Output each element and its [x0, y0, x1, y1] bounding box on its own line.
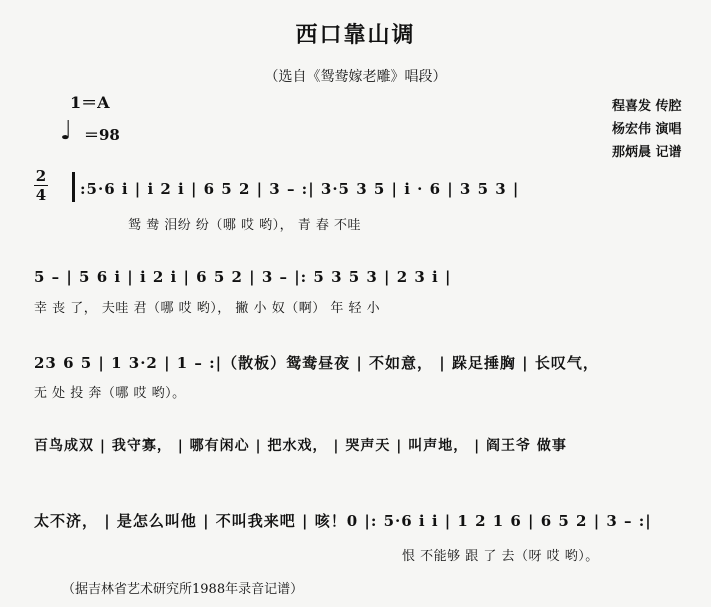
spoken-line-4: 百鸟成双 | 我守寡， | 哪有闲心 | 把水戏， | 哭声天 | 叫声地， | 阎王爷 做事	[34, 438, 567, 454]
credit-transcriber: 那炳晨 记谱	[612, 145, 682, 160]
key-signature: 1＝A	[70, 93, 110, 112]
credit-singer: 杨宏伟 演唱	[612, 122, 682, 137]
credit-composer: 程喜发 传腔	[612, 99, 682, 114]
notation-line-2: 5 – | 5 6 i | i 2 i | 6 5 2 | 3 – |: 5 3 5 3 | 2 3 i |	[34, 268, 452, 286]
notation-line-5: 太不济， | 是怎么叫他 | 不叫我来吧 | 咳！0 |: 5·6 i i | 1 2 1 6 | 6 5 2 | 3 – :|	[34, 512, 652, 530]
song-title: 西口靠山调	[295, 22, 416, 48]
footer-note: （据吉林省艺术研究所1988年录音记谱）	[62, 582, 304, 597]
notation-line-3: 23 6 5 | 1 3·2 | 1 – :|（散板）鸳鸯昼夜 | 不如意， | 跺足捶胸 | 长叹气，	[34, 354, 599, 372]
tempo-value: ＝98	[84, 126, 120, 144]
lyric-line-1: 鸳 鸯 泪纷 纷（哪 哎 哟）， 青 春 不哇	[128, 218, 362, 233]
quarter-note-icon: ♩	[60, 116, 73, 146]
lyric-line-5: 恨 不能够 跟 了 去（呀 哎 哟）。	[402, 549, 599, 564]
song-subtitle: （选自《鸳鸯嫁老雕》唱段）	[264, 69, 447, 85]
lyric-line-2: 幸 丧 了， 夫哇 君（哪 哎 哟）， 撇 小 奴（啊） 年 轻 小	[34, 301, 381, 316]
lyric-line-3: 无 处 投 奔（哪 哎 哟）。	[34, 386, 186, 401]
time-signature: 2 4	[35, 167, 47, 204]
notation-line-1: :5·6 i | i 2 i | 6 5 2 | 3 – :| 3·5 3 5 | i · 6 | 3 5 3 |	[80, 180, 520, 198]
start-repeat-barline	[72, 172, 75, 202]
